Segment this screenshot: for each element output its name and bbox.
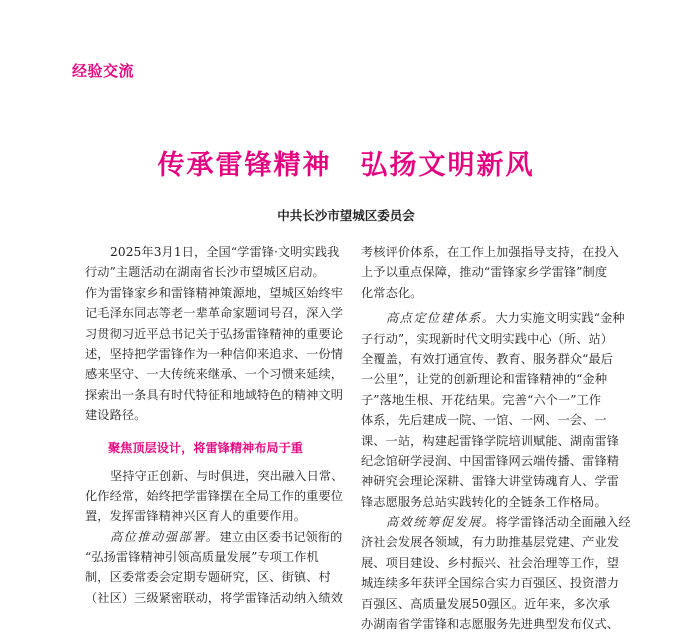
paragraph-text: 将学雷锋活动全面融入经 xyxy=(495,515,631,530)
paragraph-line: 神研究会理论深耕、雷锋大讲堂铸魂育人、学雷 xyxy=(361,474,620,489)
paragraph-line: 城连续多年获评全国综合实力百强区、投资潜力 xyxy=(361,576,620,591)
paragraph-line: 办湖南省学雷锋和志愿服务先进典型发布仪式、 xyxy=(361,617,620,632)
paragraph-line: 锋志愿服务总站实践转化的全链条工作格局。 xyxy=(361,494,607,509)
paragraph-line: 子”落地生根、开花结果。完善“六个一”工作 xyxy=(361,392,602,407)
paragraph-line: 百强区、高质量发展50强区。近年来，多次承 xyxy=(361,596,611,611)
section-tag: 经验交流 xyxy=(72,62,135,80)
paragraph-line: 上予以重点保障，推动“雷锋家乡学雷锋”制度 xyxy=(361,265,608,280)
right-column xyxy=(361,242,631,634)
paragraph-line: 感来坚守、一大传统来继承、一个习惯来延续， xyxy=(85,367,344,382)
paragraph-line: 行动”主题活动在湖南省长沙市望城区启动。 xyxy=(85,265,325,280)
paragraph-text: 大力实施文明实践“金种 xyxy=(495,311,625,326)
paragraph-line: 全覆盖，有效打通宣传、教育、服务群众“最后 xyxy=(361,351,614,366)
paragraph-line: 坚持守正创新、与时俱进，突出融入日常、 xyxy=(110,468,344,483)
paragraph-line xyxy=(361,512,631,532)
paragraph-line: 体系，先后建成一院、一馆、一网、一会、一 xyxy=(361,413,607,428)
paragraph-line: 济社会发展各领域，有力助推基层党建、产业发 xyxy=(361,535,620,550)
paragraph-line: 化常态化。 xyxy=(361,285,423,300)
left-column xyxy=(85,242,343,608)
paragraph-line: 考核评价体系，在工作上加强指导支持，在投入 xyxy=(361,245,620,259)
paragraph-line: 习贯彻习近平总书记关于弘扬雷锋精神的重要论 xyxy=(85,326,344,341)
paragraph-line: 述，坚持把学雷锋作为一种信仰来追求、一份情 xyxy=(85,346,344,361)
paragraph-line: 课、一站，构建起雷锋学院培训赋能、湖南雷锋 xyxy=(361,433,620,448)
article-author: 中共长沙市望城区委员会 xyxy=(277,208,415,223)
section-heading: 聚焦顶层设计，将雷锋精神布局于重 xyxy=(108,440,303,455)
paragraph-text: 建立由区委书记领衔的 xyxy=(219,529,343,544)
paragraph-line: 一公里”，让党的创新理论和雷锋精神的“金种 xyxy=(361,372,608,387)
article-title: 传承雷锋精神 弘扬文明新风 xyxy=(157,150,535,181)
paragraph-line: 子行动”，实现新时代文明实践中心（所、站） xyxy=(361,331,614,346)
paragraph-line: 记毛泽东同志等老一辈革命家题词号召，深入学 xyxy=(85,306,344,321)
paragraph-line: 置，发挥雷锋精神兴区育人的重要作用。 xyxy=(85,509,307,524)
paragraph-line: 探索出一条具有时代特征和地域特色的精神文明 xyxy=(85,387,344,402)
subheading-lead: 高位推动强部署。 xyxy=(110,529,220,544)
paragraph-line: 建设路径。 xyxy=(85,408,147,423)
subheading-lead: 高效统筹促发展。 xyxy=(386,515,496,530)
paragraph-line: 制，区委常委会定期专题研究，区、街镇、村 xyxy=(85,570,331,585)
paragraph-line: 作为雷锋家乡和雷锋精神策源地，望城区始终牢 xyxy=(85,285,344,300)
paragraph-line: “弘扬雷锋精神引领高质量发展”专项工作机 xyxy=(85,550,319,565)
paragraph-line: （社区）三级紧密联动，将学雷锋活动纳入绩效 xyxy=(85,590,344,605)
paragraph-line: 纪念馆研学浸润、中国雷锋网云端传播、雷锋精 xyxy=(361,453,620,468)
paragraph-line xyxy=(85,527,343,547)
paragraph-line xyxy=(361,308,625,328)
paragraph-line: 展、项目建设、乡村振兴、社会治理等工作，望 xyxy=(361,555,620,570)
paragraph-line: 2025年3月1日，全国“学雷锋·文明实践我 xyxy=(110,245,340,259)
paragraph-line: 化作经常，始终把学雷锋摆在全局工作的重要位 xyxy=(85,488,344,503)
subheading-lead: 高点定位建体系。 xyxy=(386,311,496,326)
